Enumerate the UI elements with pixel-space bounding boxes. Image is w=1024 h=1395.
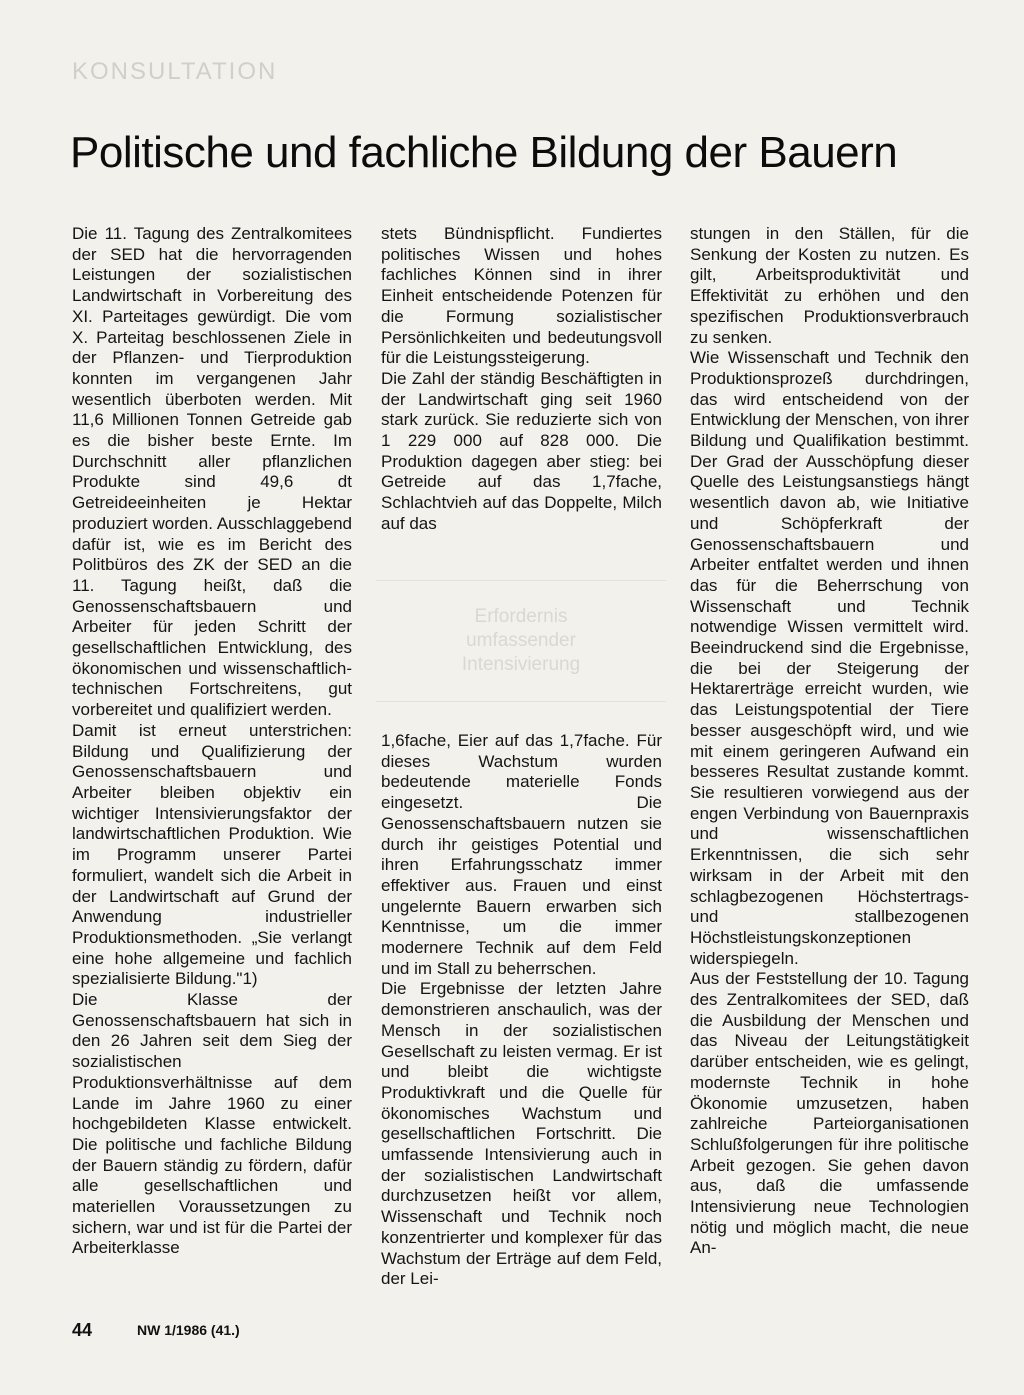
page-title: Politische und fachliche Bildung der Bauern [70, 128, 898, 177]
article-column-3 [690, 224, 969, 1259]
pull-quote [376, 580, 666, 702]
paragraph: Die Ergebnisse der letzten Jahre demonstrieren anschaulich, was der Mensch in der sozialistischen Gesellschaft zu leisten vermag. Er ist und bleibt die wichtigste Produktivkraft und die Quelle für ökonomisches Wachstum und gesellschaftlichen Fortschritt. Die umfassende Intensivierung auch in der sozialistischen Landwirtschaft durchzusetzen heißt vor allem, Wissenschaft und Technik noch konzentrierter und komplexer für das Wachstum der Erträge auf dem Feld, der Lei- [381, 979, 662, 1289]
page-number: 44 [72, 1320, 93, 1340]
issue-label: NW 1/1986 (41.) [137, 1322, 240, 1338]
paragraph: 1,6fache, Eier auf das 1,7fache. Für dieses Wachstum wurden bedeutende materielle Fonds eingesetzt. Die Genossenschaftsbauern nutzen sie durch ihr geistiges Potential und ihren Erfahrungsschatz immer effektiver aus. Frauen und einst ungelernte Bauern erwarben sich Kenntnisse, um die immer modernere Technik auf dem Feld und im Stall zu beherrschen. [381, 731, 662, 978]
article-column-2-upper [381, 224, 662, 535]
paragraph: Die Klasse der Genossenschaftsbauern hat sich in den 26 Jahren seit dem Sieg der sozialistischen Produktionsverhältnisse auf dem Lande im Jahre 1960 zu einer hochgebildeten Klasse entwickelt. Die politische und fachliche Bildung der Bauern ständig zu fördern, dafür alle gesellschaftlichen und materiellen Voraussetzungen zu sichern, war und ist für die Partei der Arbeiterklasse [72, 990, 352, 1258]
article-column-2-lower [381, 731, 662, 1290]
article-column-1 [72, 224, 352, 1259]
paragraph: Damit ist erneut unterstrichen: Bildung und Qualifizierung der Genossenschaftsbauern und Arbeiter bleiben objektiv ein wichtiger Intensivierungsfaktor der landwirtschaftlichen Produktion. Wie im Programm unserer Partei formuliert, wandelt sich die Arbeit in der Landwirtschaft auf Grund der Anwendung industrieller Produktionsmethoden. „Sie verlangt eine hohe allgemeine und fachlich spezialisierte Bildung."1) [72, 720, 352, 989]
pull-quote-line: Erfordernis [474, 606, 568, 627]
paragraph: Die 11. Tagung des Zentralkomitees der SED hat die hervorragenden Leistungen der sozialistischen Landwirtschaft in Vorbereitung des XI. Parteitages gewürdigt. Die vom X. Parteitag beschlossenen Ziele in der Pflanzen- und Tierproduktion konnten im vergangenen Jahr wesentlich überboten werden. Mit 11,6 Millionen Tonnen Getreide gab es die bisher beste Ernte. Im Durchschnitt aller pflanzlichen Produkte sind 49,6 dt Getreideeinheiten je Hektar produziert worden. Ausschlaggebend dafür ist, wie es im Bericht des Politbüros des ZK der SED an die 11. Tagung heißt, daß die Genossenschaftsbauern und Arbeiter für jeden Schritt der gesellschaftlichen Entwicklung, des ökonomischen und wissenschaftlich-technischen Fortschreitens, gut vorbereitet und qualifiziert werden. [72, 224, 352, 720]
paragraph: Aus der Feststellung der 10. Tagung des Zentralkomitees der SED, daß die Ausbildung der Menschen und das Niveau der Leitungstätigkeit darüber entscheiden, wie es gelingt, modernste Technik in hohe Ökonomie umzusetzen, haben zahlreiche Parteiorganisationen Schlußfolgerungen für ihre politische Arbeit gezogen. Sie gehen davon aus, daß die umfassende Intensivierung neue Technologien nötig und möglich macht, die neue An- [690, 969, 969, 1258]
section-label: KONSULTATION [72, 58, 278, 85]
paragraph: Wie Wissenschaft und Technik den Produktionsprozeß durchdringen, das wird entscheidend von der Entwicklung der Menschen, von ihrer Bildung und Qualifikation bestimmt. Der Grad der Ausschöpfung dieser Quelle des Leistungsanstiegs hängt wesentlich davon ab, wie Initiative und Schöpferkraft der Genossenschaftsbauern und Arbeiter entfaltet werden und ihnen das für die Beherrschung von Wissenschaft und Technik notwendige Wissen vermittelt wird. Beeindruckend sind die Ergebnisse, die bei der Steigerung der Hektarerträge erreicht wurden, wie das Leistungspotential der Tiere besser ausgeschöpft wird, und wie mit einem geringeren Aufwand ein besseres Resultat zustande kommt. Sie resultieren vorwiegend aus der engen Verbindung von Bauernpraxis und wissenschaftlichen Erkenntnissen, die sich sehr wirksam in der Arbeit mit den schlagbezogenen Höchstertrags- und stallbezogenen Höchstleistungskonzeptionen widerspiegeln. [690, 348, 969, 968]
pull-quote-line: umfassender [466, 630, 576, 651]
paragraph: Die Zahl der ständig Beschäftigten in der Landwirtschaft ging seit 1960 stark zurück. Sie reduzierte sich von 1 229 000 auf 828 000. Die Produktion dagegen aber stieg: bei Getreide auf das 1,7fache, Schlachtvieh auf das Doppelte, Milch auf das [381, 368, 662, 533]
paragraph: stungen in den Ställen, für die Senkung der Kosten zu nutzen. Es gilt, Arbeitsproduktivität und Effektivität zu erhöhen und den spezifischen Produktionsverbrauch zu senken. [690, 224, 969, 347]
pull-quote-line: Intensivierung [461, 654, 581, 675]
paragraph: stets Bündnispflicht. Fundiertes politisches Wissen und hohes fachliches Können sind in ihrer Einheit entscheidende Potenzen für die Formung sozialistischer Persönlichkeiten und bedeutungsvoll für die Leistungssteigerung. [381, 224, 662, 368]
